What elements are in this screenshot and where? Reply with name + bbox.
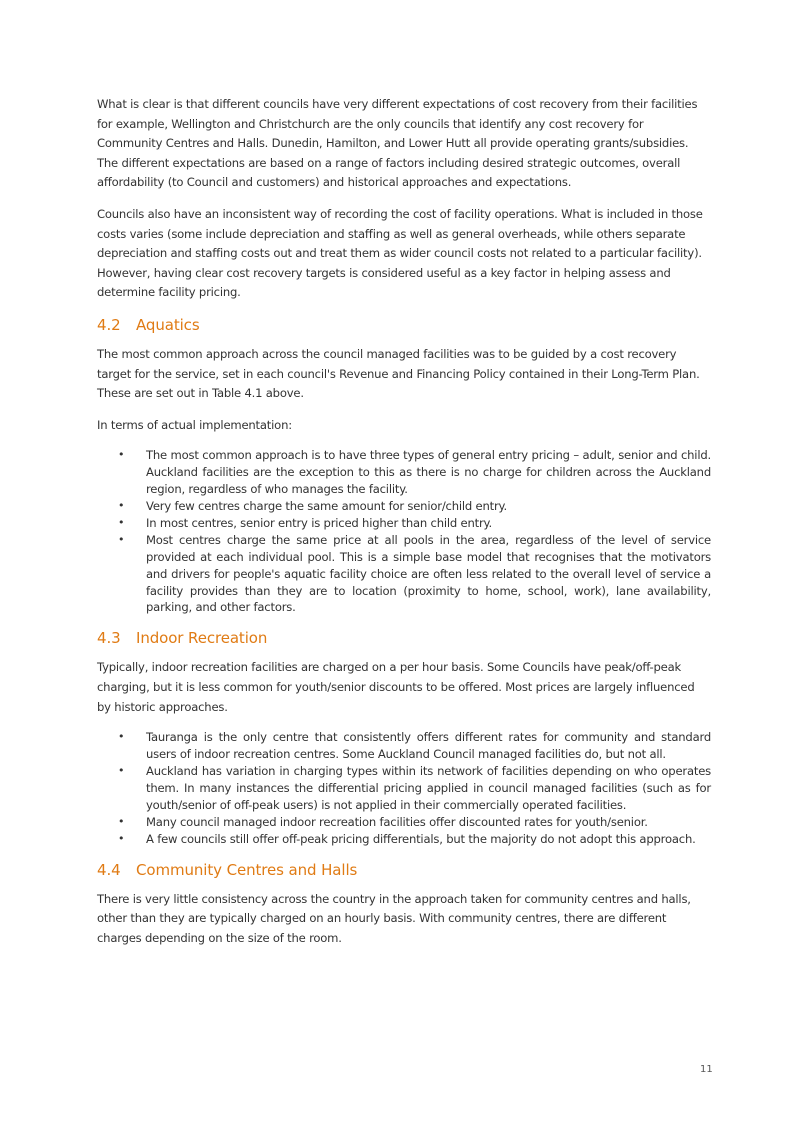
bullet-icon: • [118, 515, 125, 529]
section-number: 4.4 [97, 860, 121, 879]
section-number: 4.3 [97, 629, 121, 648]
section-title: Community Centres and Halls [136, 860, 358, 879]
section-paragraph: Typically, indoor recreation facilities are charged on a per hour basis. Some Councils have peak/off-peak charging, but it is less common for youth/senior discounts to be offered. Most prices are largely influenced by historic approaches. [97, 660, 695, 714]
bullet-list [97, 447, 711, 616]
section-number: 4.2 [97, 315, 121, 334]
list-item: • Very few centres charge the same amount for senior/child entry. [118, 499, 508, 514]
bullet-icon: • [118, 532, 125, 546]
bullet-icon: • [118, 763, 125, 777]
section-paragraph: There is very little consistency across the country in the approach taken for community centres and halls, other than they are typically charged on an hourly basis. With community centres, there are different charges depending on the size of the room. [97, 891, 691, 945]
list-item: • The most common approach is to have three types of general entry pricing – adult, senior and child. Auckland facilities are the exception to this as there is no charge for children across the Auckland region, regardless of who manages the facility. [118, 448, 711, 497]
list-item: • A few councils still offer off-peak pricing differentials, but the majority do not adopt this approach. [118, 831, 696, 846]
list-item: • Most centres charge the same price at all pools in the area, regardless of the level of service provided at each individual pool. This is a simple base model that recognises that the motivators and drivers for people's aquatic facility choice are often less related to the overall level of service a facility provides than they are to location (proximity to home, school, work), lane availability, parking, and other factors. [118, 532, 711, 615]
list-item: • In most centres, senior entry is priced higher than child entry. [118, 515, 493, 530]
section-heading-community-centres [97, 860, 711, 880]
bullet-icon: • [118, 448, 125, 462]
page-number: 11 [700, 1064, 713, 1075]
section-title: Aquatics [136, 315, 200, 334]
list-item: • Auckland has variation in charging types within its network of facilities depending on who operates them. In many instances the differential pricing applied in council managed facilities (such as for youth/senior of off-peak users) is not applied in their commercially operated facilities. [118, 763, 711, 812]
bullet-icon: • [118, 831, 125, 845]
section-paragraph: The most common approach across the council managed facilities was to be guided by a cost recovery target for the service, set in each council's Revenue and Financing Policy contained in their Long-Term Plan. These are set out in Table 4.1 above. [97, 346, 700, 401]
bullet-list [97, 729, 711, 847]
section-paragraph: In terms of actual implementation: [97, 417, 292, 432]
bullet-icon: • [118, 499, 125, 513]
bullet-icon: • [118, 814, 125, 828]
section-heading-indoor-recreation [97, 628, 711, 648]
section-heading-aquatics [97, 315, 711, 335]
document-page [97, 95, 711, 960]
bullet-icon: • [118, 730, 125, 744]
list-item: • Tauranga is the only centre that consistently offers different rates for community and standard users of indoor recreation centres. Some Auckland Council managed facilities do, but not all. [118, 730, 711, 762]
intro-paragraph: Councils also have an inconsistent way of recording the cost of facility operations. What is included in those costs varies (some include depreciation and staffing as well as general overheads, while others separate depreciation and staffing costs out and treat them as wider council costs not related to a particular facility). However, having clear cost recovery targets is considered useful as a key factor in helping assess and determine facility pricing. [97, 206, 703, 300]
list-item: • Many council managed indoor recreation facilities offer discounted rates for youth/senior. [118, 814, 648, 829]
intro-paragraph: What is clear is that different councils have very different expectations of cost recovery from their facilities for example, Wellington and Christchurch are the only councils that identify any cost recovery for Community Centres and Halls. Dunedin, Hamilton, and Lower Hutt all provide operating grants/subsidies. The different expectations are based on a range of factors including desired strategic outcomes, overall affordability (to Council and customers) and historical approaches and expectations. [97, 97, 698, 190]
section-title: Indoor Recreation [136, 629, 268, 648]
